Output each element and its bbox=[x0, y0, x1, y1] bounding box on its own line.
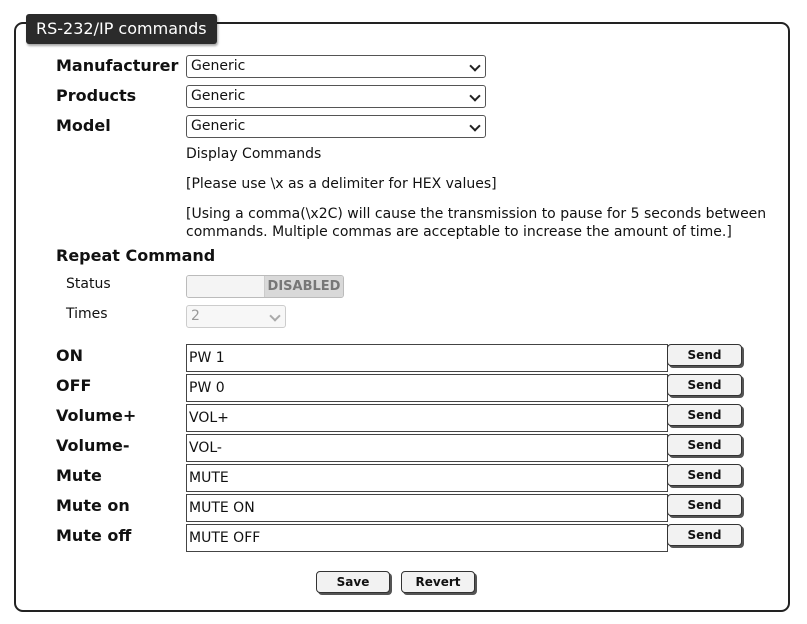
send-button[interactable]: Send bbox=[667, 344, 742, 366]
command-label: ON bbox=[56, 346, 83, 365]
products-select[interactable] bbox=[186, 85, 486, 108]
save-button[interactable]: Save bbox=[316, 571, 390, 593]
status-label: Status bbox=[66, 276, 111, 292]
chevron-down-icon bbox=[469, 120, 480, 131]
send-button[interactable]: Send bbox=[667, 404, 742, 426]
command-input[interactable]: VOL- bbox=[186, 434, 668, 462]
panel-title: RS-232/IP commands bbox=[26, 14, 217, 44]
command-label: Mute off bbox=[56, 526, 132, 545]
comma-note-line1: [Using a comma(\x2C) will cause the transmission to pause for 5 seconds between bbox=[186, 206, 767, 222]
manufacturer-select-value: Generic bbox=[191, 58, 246, 74]
command-input[interactable]: MUTE bbox=[186, 464, 668, 492]
comma-note-line2: commands. Multiple commas are acceptable to increase the amount of time.] bbox=[186, 224, 732, 240]
status-toggle[interactable] bbox=[186, 275, 344, 298]
command-input[interactable]: MUTE ON bbox=[186, 494, 668, 522]
command-input[interactable]: VOL+ bbox=[186, 404, 668, 432]
command-input[interactable]: MUTE OFF bbox=[186, 524, 668, 552]
send-button[interactable]: Send bbox=[667, 434, 742, 456]
command-input[interactable]: PW 1 bbox=[186, 344, 668, 372]
times-select[interactable] bbox=[186, 305, 286, 328]
toggle-knob bbox=[187, 276, 265, 297]
command-label: Mute on bbox=[56, 496, 130, 515]
send-button[interactable]: Send bbox=[667, 494, 742, 516]
times-label: Times bbox=[66, 306, 108, 322]
revert-button[interactable]: Revert bbox=[401, 571, 475, 593]
send-button[interactable]: Send bbox=[667, 524, 742, 546]
command-label: OFF bbox=[56, 376, 92, 395]
products-select-value: Generic bbox=[191, 88, 246, 104]
display-commands-text: Display Commands bbox=[186, 146, 322, 162]
manufacturer-select[interactable] bbox=[186, 55, 486, 78]
chevron-down-icon bbox=[469, 90, 480, 101]
products-label: Products bbox=[56, 86, 137, 105]
repeat-command-heading: Repeat Command bbox=[56, 246, 216, 265]
command-label: Volume- bbox=[56, 436, 130, 455]
command-label: Mute bbox=[56, 466, 102, 485]
model-label: Model bbox=[56, 116, 111, 135]
model-select-value: Generic bbox=[191, 118, 246, 134]
manufacturer-label: Manufacturer bbox=[56, 56, 179, 75]
send-button[interactable]: Send bbox=[667, 464, 742, 486]
chevron-down-icon bbox=[269, 310, 280, 321]
times-select-value: 2 bbox=[191, 308, 200, 324]
command-label: Volume+ bbox=[56, 406, 137, 425]
chevron-down-icon bbox=[469, 60, 480, 71]
toggle-state-text: DISABLED bbox=[265, 276, 343, 297]
send-button[interactable]: Send bbox=[667, 374, 742, 396]
command-input[interactable]: PW 0 bbox=[186, 374, 668, 402]
hex-note-text: [Please use \x as a delimiter for HEX values] bbox=[186, 176, 497, 192]
model-select[interactable] bbox=[186, 115, 486, 138]
